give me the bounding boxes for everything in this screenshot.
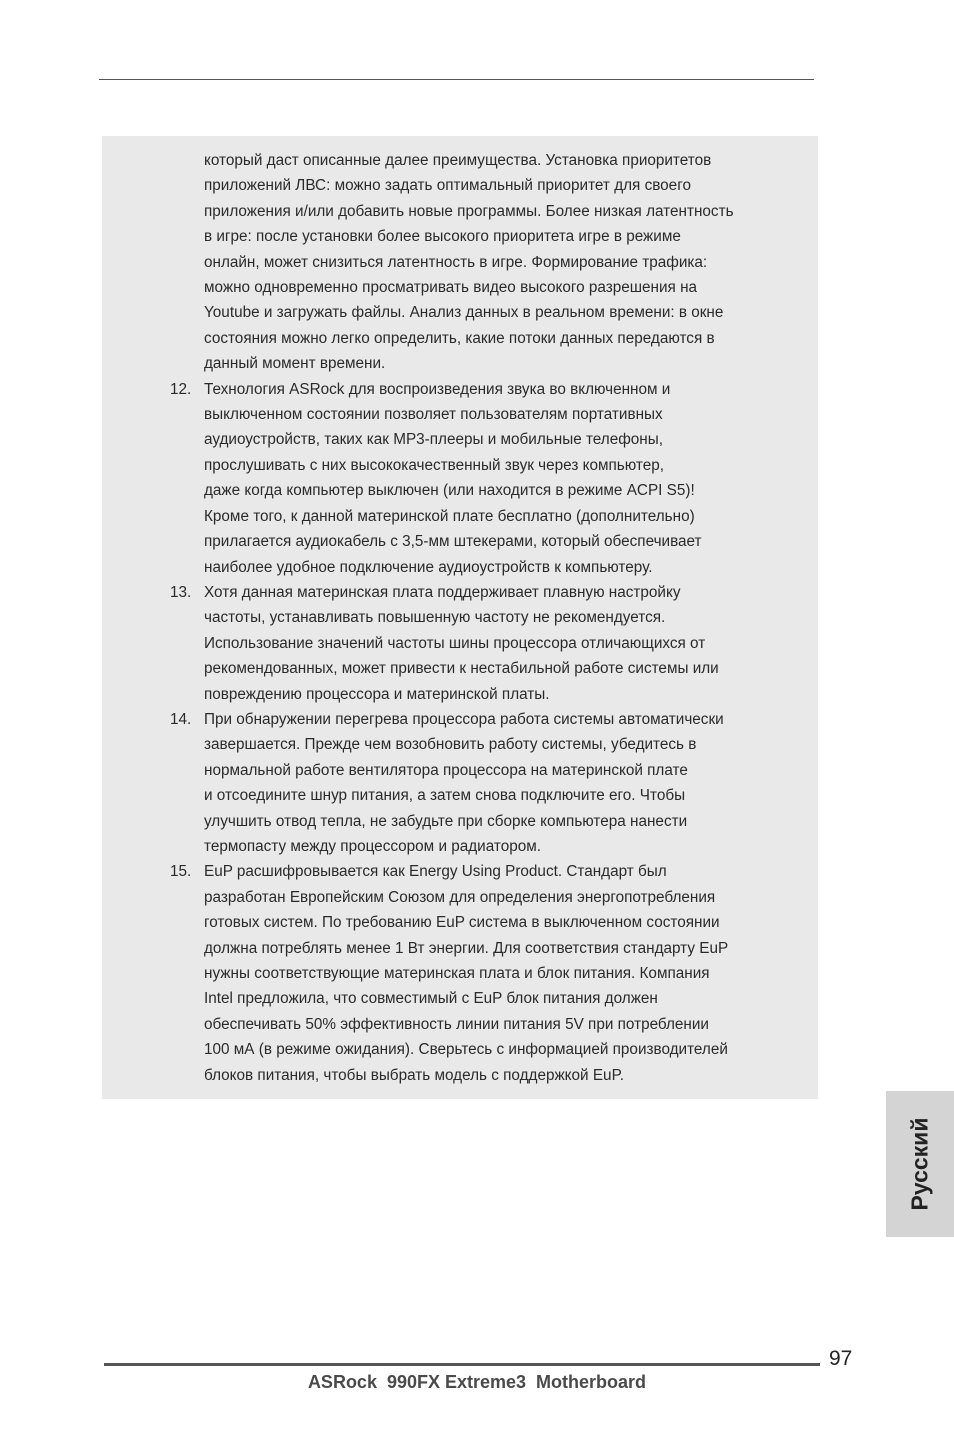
text-line: нужны соответствующие материнская плата и блок питания. Компания <box>204 965 710 982</box>
item-number: 15. <box>170 863 192 881</box>
text-block <box>170 148 794 1088</box>
text-line: Использование значений частоты шины процессора отличающихся от <box>204 634 706 652</box>
text-line: который даст описанные далее преимущества. Установка приоритетов <box>204 152 712 169</box>
text-line: 100 мА (в режиме ожидания). Сверьтесь с информацией производителей <box>204 1041 728 1059</box>
text-line: При обнаружении перегрева процессора работа системы автоматически <box>204 710 724 728</box>
text-line: наиболее удобное подключение аудиоустройств к компьютеру. <box>204 558 653 576</box>
text-line: можно одновременно просматривать видео высокого разрешения на <box>204 279 698 297</box>
text-line: повреждению процессора и материнской платы. <box>204 685 550 703</box>
text-line: Технология ASRock для воспроизведения звука во включенном и <box>204 380 671 398</box>
text-line: онлайн, может снизиться латентность в игре. Формирование трафика: <box>204 253 708 271</box>
text-line: состояния можно легко определить, какие потоки данных передаются в <box>204 329 715 347</box>
list-item-13 <box>170 580 794 707</box>
text-line: Кроме того, к данной материнской плате бесплатно (дополнительно) <box>204 507 695 525</box>
language-tab <box>886 1091 954 1237</box>
top-rule <box>99 79 814 80</box>
text-line: блоков питания, чтобы выбрать модель с поддержкой EuP. <box>204 1066 625 1084</box>
footer-title: ASRock 990FX Extreme3 Motherboard <box>307 1372 647 1392</box>
text-line: завершается. Прежде чем возобновить работу системы, убедитесь в <box>204 736 697 754</box>
text-line: частоты, устанавливать повышенную частоту не рекомендуется. <box>204 609 666 627</box>
text-line: прослушивать с них высококачественный звук через компьютер, <box>204 456 664 474</box>
text-line: и отсоедините шнур питания, а затем снова подключите его. Чтобы <box>204 787 686 805</box>
item-number: 13. <box>170 583 192 601</box>
text-line: нормальной работе вентилятора процессора на материнской плате <box>204 761 688 779</box>
list-item-15 <box>170 859 794 1088</box>
text-line: Intel предложила, что совместимый с EuP блок питания должен <box>204 990 658 1008</box>
text-line: выключенном состоянии позволяет пользователям портативных <box>204 406 663 424</box>
text-line: даже когда компьютер выключен (или находится в режиме ACPI S5)! <box>204 482 695 500</box>
bottom-rule <box>104 1363 820 1366</box>
list-item-14 <box>170 707 794 859</box>
text-line: готовых систем. По требованию EuP система в выключенном состоянии <box>204 914 720 932</box>
text-line: приложения и/или добавить новые программы. Более низкая латентность <box>204 202 734 220</box>
text-line: EuP расшифровывается как Energy Using Product. Стандарт был <box>204 863 667 881</box>
text-line: приложений ЛВС: можно задать оптимальный приоритет для своего <box>204 177 691 195</box>
text-line: в игре: после установки более высокого приоритета игре в режиме <box>204 228 681 246</box>
text-line: улучшить отвод тепла, не забудьте при сборке компьютера нанести <box>204 812 688 830</box>
list-item-12 <box>170 377 794 580</box>
text-line: разработан Европейским Союзом для определения энергопотребления <box>204 888 716 906</box>
text-line: обеспечивать 50% эффективность линии питания 5V при потреблении <box>204 1015 709 1033</box>
text-line: рекомендованных, может привести к нестабильной работе системы или <box>204 660 719 678</box>
item-number: 12. <box>170 380 192 398</box>
intro-paragraph <box>204 148 794 377</box>
page-number: 97 <box>829 1347 853 1370</box>
text-line: Хотя данная материнская плата поддерживает плавную настройку <box>204 583 681 601</box>
text-line: прилагается аудиокабель с 3,5-мм штекерами, который обеспечивает <box>204 533 702 551</box>
text-line: данный момент времени. <box>204 355 386 373</box>
item-number: 14. <box>170 710 192 728</box>
text-line: аудиоустройств, таких как MP3-плееры и мобильные телефоны, <box>204 431 664 449</box>
text-line: должна потреблять менее 1 Вт энергии. Для соответствия стандарту EuP <box>204 939 729 957</box>
language-label: Русский <box>906 1117 933 1211</box>
text-line: Youtube и загружать файлы. Анализ данных в реальном времени: в окне <box>204 304 724 322</box>
text-line: термопасту между процессором и радиатором. <box>204 837 542 855</box>
